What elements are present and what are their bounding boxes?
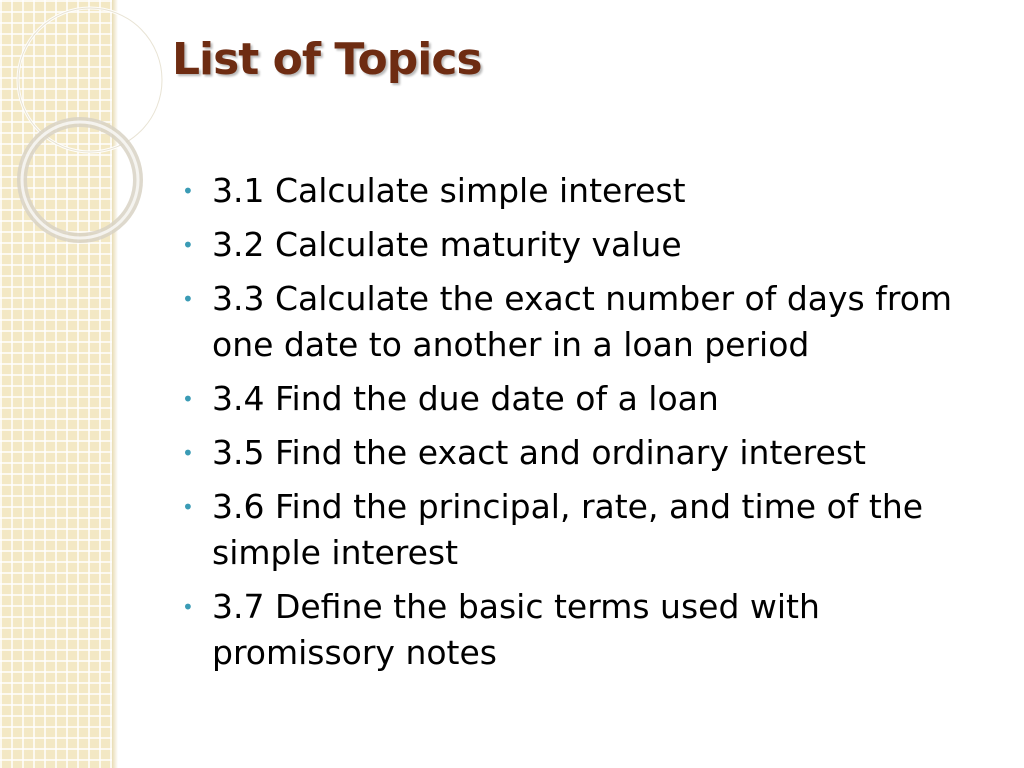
topic-text: 3.2 Calculate maturity value	[212, 225, 682, 264]
topic-item	[180, 584, 1000, 676]
topic-item	[180, 484, 1000, 576]
topic-text: 3.7 Define the basic terms used with promissory notes	[212, 587, 820, 672]
topic-text: 3.4 Find the due date of a loan	[212, 379, 719, 418]
bullet-icon: •	[182, 179, 194, 203]
topic-item	[180, 168, 1000, 214]
topic-text: 3.6 Find the principal, rate, and time of the simple interest	[212, 487, 924, 572]
topic-text: 3.1 Calculate simple interest	[212, 171, 686, 210]
topic-item	[180, 376, 1000, 422]
bullet-icon: •	[182, 495, 194, 519]
bullet-icon: •	[182, 287, 194, 311]
topic-item	[180, 430, 1000, 476]
topic-item	[180, 276, 1000, 368]
bullet-icon: •	[182, 387, 194, 411]
bullet-icon: •	[182, 441, 194, 465]
bullet-icon: •	[182, 595, 194, 619]
slide-title: List of Topics	[172, 34, 482, 85]
topic-list	[180, 168, 1000, 684]
topic-text: 3.5 Find the exact and ordinary interest	[212, 433, 866, 472]
topic-text: 3.3 Calculate the exact number of days from one date to another in a loan period	[212, 279, 953, 364]
topic-item	[180, 222, 1000, 268]
bullet-icon: •	[182, 233, 194, 257]
decorative-circles-icon	[0, 0, 200, 320]
